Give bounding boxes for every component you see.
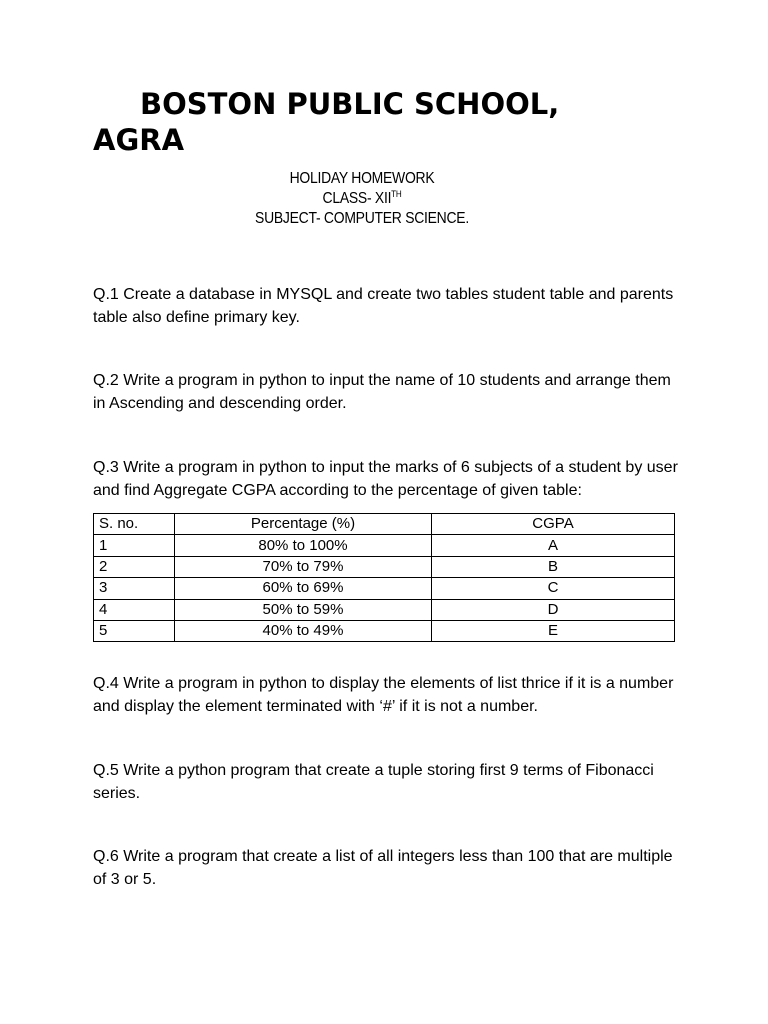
class-text: CLASS- XII xyxy=(322,190,392,207)
cell-sno: 4 xyxy=(94,599,175,620)
table-header-row xyxy=(94,514,675,535)
cell-percentage: 80% to 100% xyxy=(175,535,432,556)
cgpa-table xyxy=(93,513,675,642)
cell-cgpa: A xyxy=(432,535,675,556)
cell-sno: 2 xyxy=(94,556,175,577)
class-label xyxy=(120,189,604,209)
subject-label: SUBJECT- COMPUTER SCIENCE. xyxy=(255,210,469,227)
question-6: Q.6 Write a program that create a list of all integers less than 100 that are multiple of 3 or 5. xyxy=(93,848,673,888)
table-row xyxy=(94,535,675,556)
table-row xyxy=(94,556,675,577)
header-cgpa: CGPA xyxy=(432,514,675,535)
school-title: BOSTON PUBLIC SCHOOL, AGRA xyxy=(93,87,560,157)
question-2: Q.2 Write a program in python to input the name of 10 students and arrange them in Ascending and descending order. xyxy=(93,372,671,412)
cell-cgpa: B xyxy=(432,556,675,577)
homework-title: HOLIDAY HOMEWORK xyxy=(289,170,435,187)
cell-sno: 1 xyxy=(94,535,175,556)
question-1: Q.1 Create a database in MYSQL and create two tables student table and parents table also define primary key. xyxy=(93,286,674,326)
header-sno: S. no. xyxy=(94,514,175,535)
cell-sno: 5 xyxy=(94,620,175,641)
class-superscript: TH xyxy=(391,188,402,199)
question-5: Q.5 Write a python program that create a tuple storing first 9 terms of Fibonacci series. xyxy=(93,762,654,802)
question-4: Q.4 Write a program in python to display the elements of list thrice if it is a number and display the element terminated with ‘#’ if it is not a number. xyxy=(93,675,674,715)
cell-percentage: 70% to 79% xyxy=(175,556,432,577)
cell-sno: 3 xyxy=(94,578,175,599)
cell-percentage: 60% to 69% xyxy=(175,578,432,599)
cell-cgpa: D xyxy=(432,599,675,620)
question-3: Q.3 Write a program in python to input the marks of 6 subjects of a student by user and find Aggregate CGPA according to the percentage of given table: xyxy=(93,459,678,499)
table-row xyxy=(94,578,675,599)
cell-percentage: 40% to 49% xyxy=(175,620,432,641)
table-row xyxy=(94,620,675,641)
cell-cgpa: C xyxy=(432,578,675,599)
header-percentage: Percentage (%) xyxy=(175,514,432,535)
table-row xyxy=(94,599,675,620)
cell-cgpa: E xyxy=(432,620,675,641)
cell-percentage: 50% to 59% xyxy=(175,599,432,620)
